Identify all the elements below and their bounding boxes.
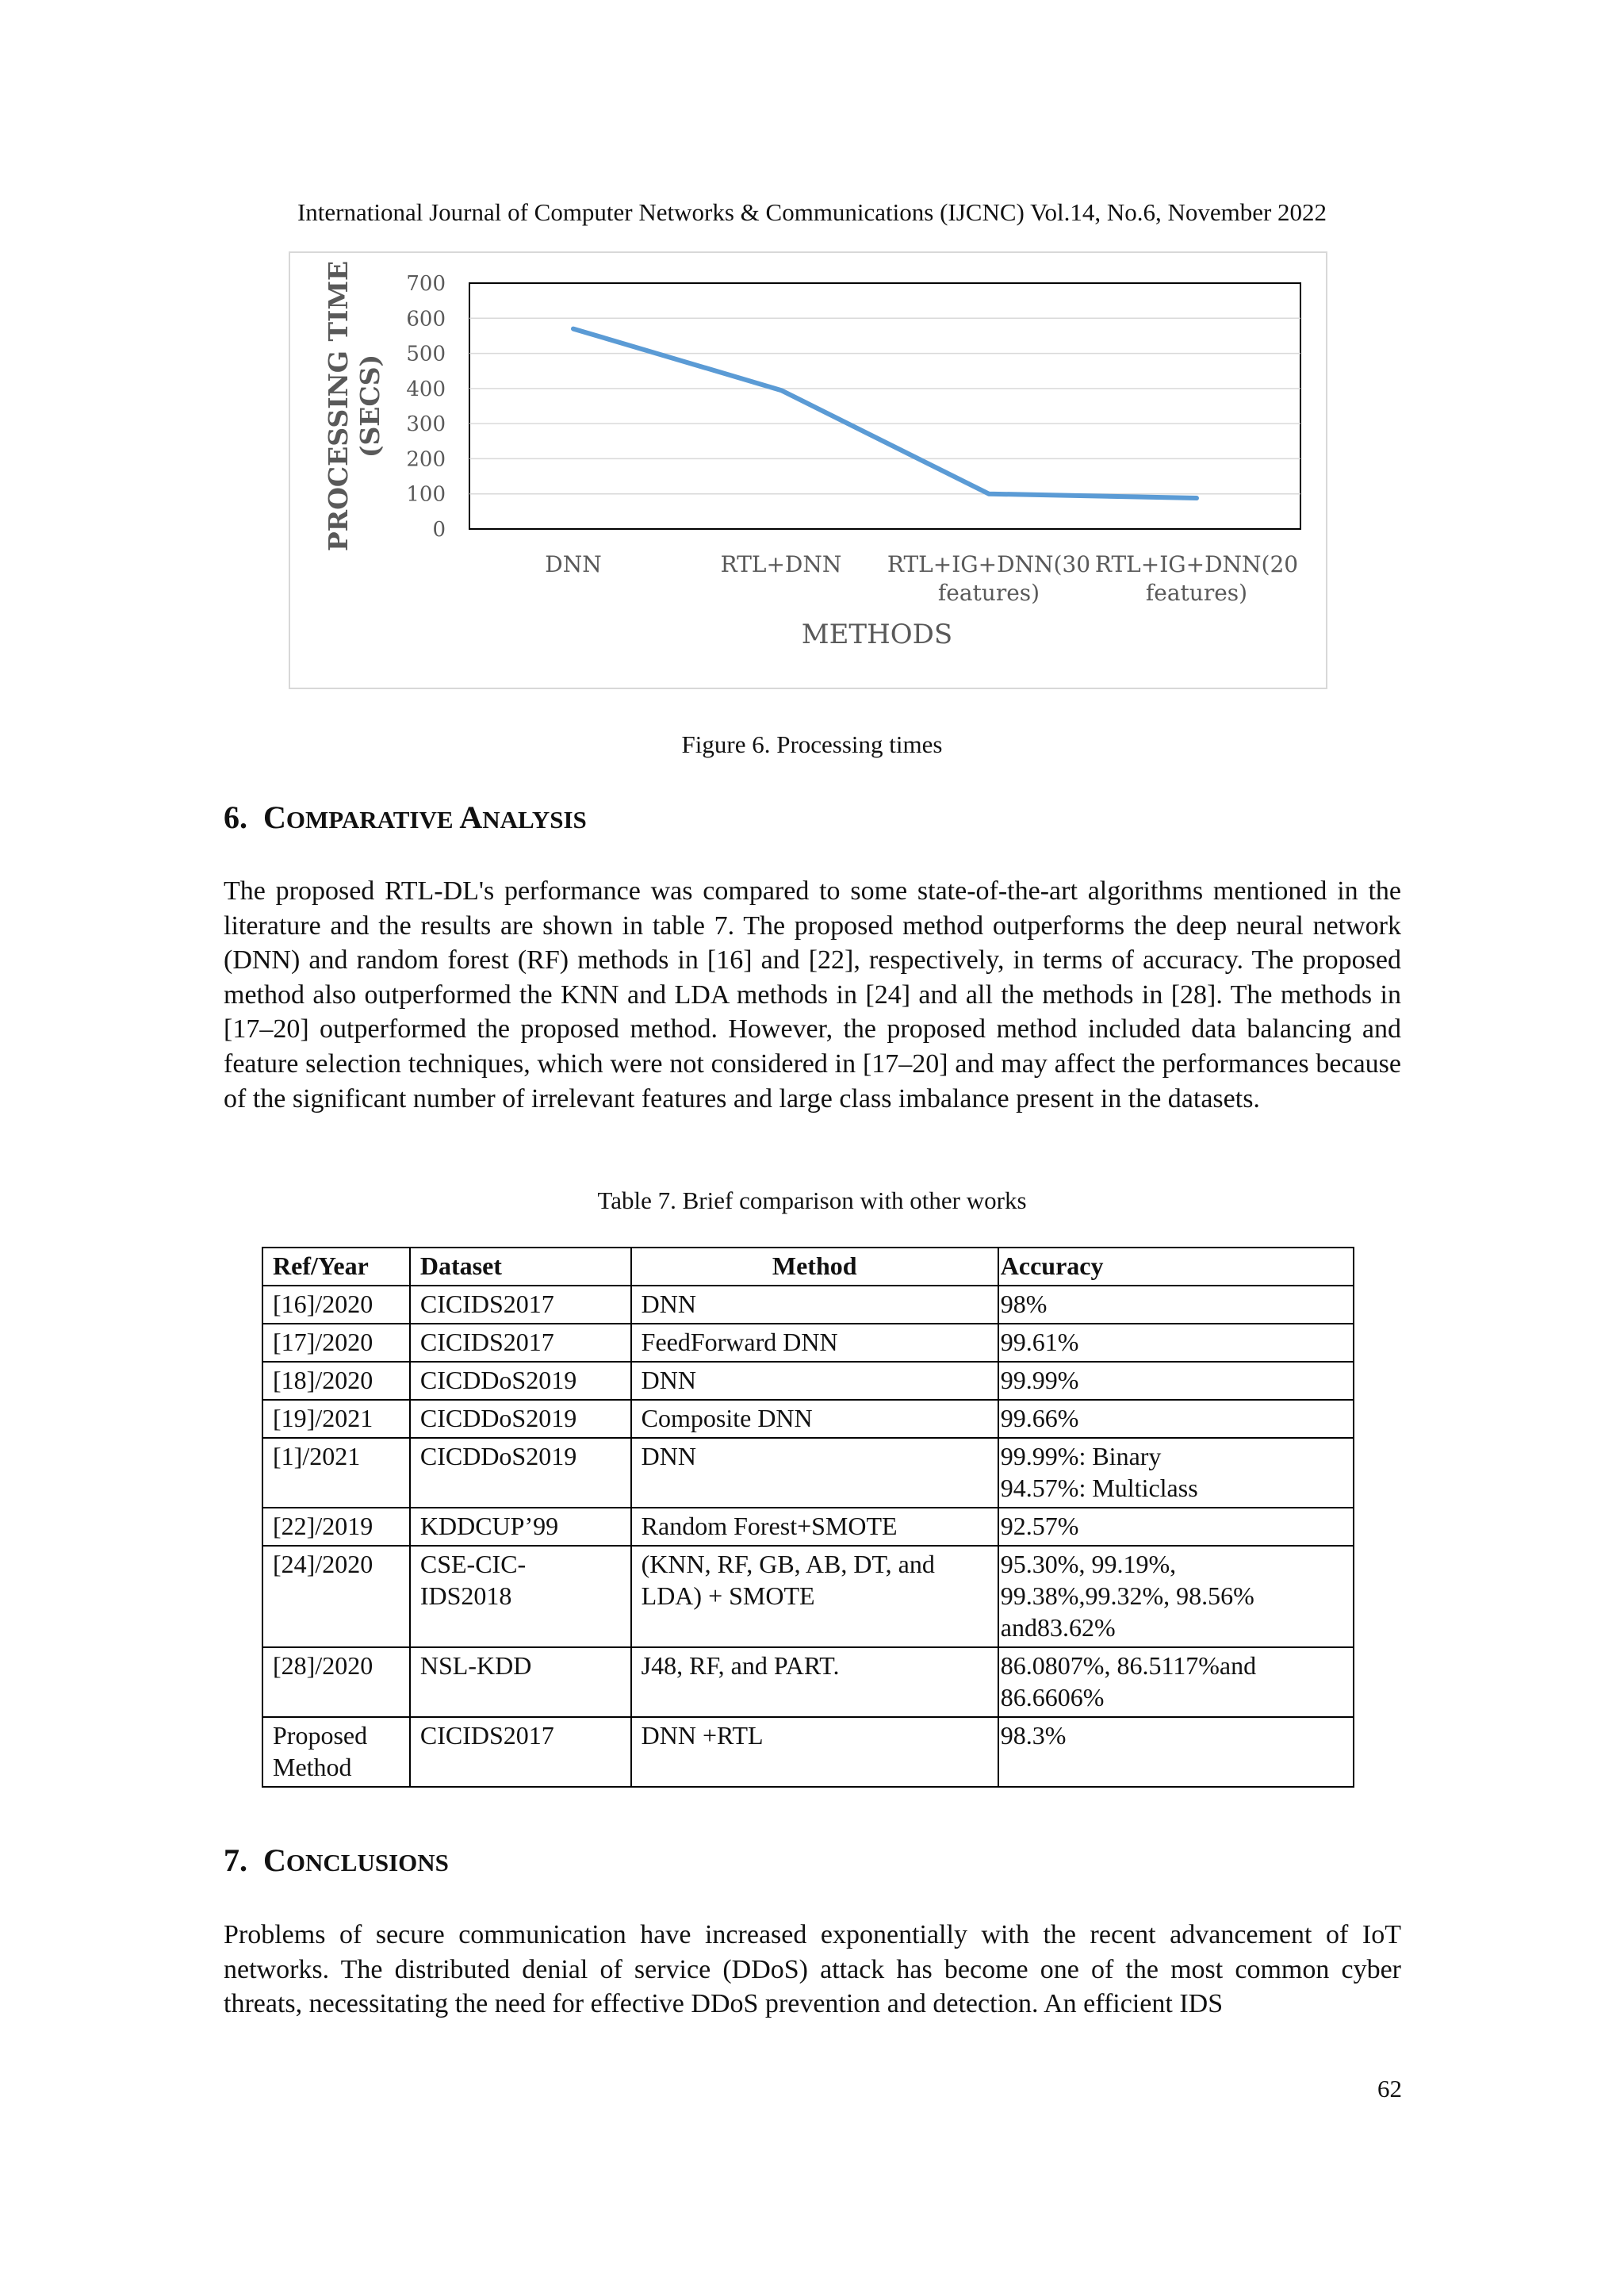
cell-accuracy: 98.3% bbox=[998, 1717, 1354, 1787]
cell-method: DNN bbox=[631, 1362, 998, 1400]
cell-ref-year: [22]/2019 bbox=[262, 1508, 410, 1546]
cell-method: Random Forest+SMOTE bbox=[631, 1508, 998, 1546]
table-header-row bbox=[262, 1248, 1354, 1286]
data-point bbox=[779, 389, 783, 392]
table-body bbox=[262, 1286, 1354, 1787]
cell-ref-year: [28]/2020 bbox=[262, 1647, 410, 1717]
cell-ref-year: [1]/2021 bbox=[262, 1438, 410, 1508]
cell-dataset: CICDDoS2019 bbox=[410, 1438, 631, 1508]
x-axis-title: METHODS bbox=[801, 619, 953, 650]
title-fragment: ONCLUSIONS bbox=[285, 1849, 449, 1876]
table-row bbox=[262, 1546, 1354, 1647]
cell-dataset: CICDDoS2019 bbox=[410, 1362, 631, 1400]
x-tick-label: RTL+DNN bbox=[720, 551, 842, 577]
table-row bbox=[262, 1362, 1354, 1400]
header-ref-year: Ref/Year bbox=[262, 1248, 410, 1286]
cell-ref-year: [19]/2021 bbox=[262, 1400, 410, 1438]
cell-dataset: KDDCUP’99 bbox=[410, 1508, 631, 1546]
section-7-paragraph: Problems of secure communication have increased exponentially with the recent advancement of IoT networks. The distributed denial of service (DDoS) attack has become one of the most common cyber threats, necessitating the need for effective DDoS prevention and detection. An efficient IDS bbox=[224, 1920, 1401, 2019]
series-line bbox=[573, 329, 1197, 498]
running-header: International Journal of Computer Networks & Communications (IJCNC) Vol.14, No.6, November 2022 bbox=[297, 198, 1327, 226]
title-fragment: NALYSIS bbox=[482, 806, 587, 834]
cell-method: DNN bbox=[631, 1286, 998, 1324]
y-tick-label: 200 bbox=[406, 447, 446, 472]
cell-accuracy: 92.57% bbox=[998, 1508, 1354, 1546]
table-row bbox=[262, 1400, 1354, 1438]
header-accuracy: Accuracy bbox=[998, 1248, 1354, 1286]
y-axis-title: (SECS) bbox=[354, 354, 385, 458]
x-tick-label: features) bbox=[937, 580, 1040, 606]
data-point bbox=[987, 493, 990, 496]
cell-method: Composite DNN bbox=[631, 1400, 998, 1438]
header-dataset: Dataset bbox=[410, 1248, 631, 1286]
section-6-heading bbox=[224, 798, 587, 840]
y-tick-label: 500 bbox=[406, 342, 446, 366]
y-tick-label: 400 bbox=[406, 377, 446, 401]
table-row bbox=[262, 1286, 1354, 1324]
cell-accuracy: 99.66% bbox=[998, 1400, 1354, 1438]
page-number: 62 bbox=[1377, 2075, 1402, 2102]
x-tick-label: DNN bbox=[545, 551, 602, 577]
cell-dataset: CSE-CIC- IDS2018 bbox=[410, 1546, 631, 1647]
cell-accuracy: 98% bbox=[998, 1286, 1354, 1324]
section-number: 7. bbox=[224, 1842, 247, 1878]
cell-ref-year: [16]/2020 bbox=[262, 1286, 410, 1324]
x-tick-label: features) bbox=[1145, 580, 1248, 606]
table-row bbox=[262, 1647, 1354, 1717]
cell-dataset: CICIDS2017 bbox=[410, 1324, 631, 1362]
table-row bbox=[262, 1717, 1354, 1787]
cell-method: J48, RF, and PART. bbox=[631, 1647, 998, 1717]
cell-ref-year: [24]/2020 bbox=[262, 1546, 410, 1647]
cell-method: (KNN, RF, GB, AB, DT, and LDA) + SMOTE bbox=[631, 1546, 998, 1647]
y-tick-label: 0 bbox=[432, 518, 446, 542]
table-row bbox=[262, 1324, 1354, 1362]
cell-accuracy: 86.0807%, 86.5117%and 86.6606% bbox=[998, 1647, 1354, 1717]
cell-dataset: CICDDoS2019 bbox=[410, 1400, 631, 1438]
cell-ref-year: [17]/2020 bbox=[262, 1324, 410, 1362]
cell-accuracy: 99.99%: Binary 94.57%: Multiclass bbox=[998, 1438, 1354, 1508]
title-fragment: C bbox=[263, 1842, 286, 1878]
figure-chart bbox=[289, 251, 1327, 689]
cell-dataset: CICIDS2017 bbox=[410, 1286, 631, 1324]
section-7-heading bbox=[224, 1841, 449, 1883]
x-tick-label: RTL+IG+DNN(30 bbox=[887, 551, 1091, 577]
table-row bbox=[262, 1438, 1354, 1508]
y-axis-title: PROCESSING TIME bbox=[323, 260, 354, 552]
y-tick-label: 100 bbox=[406, 482, 446, 507]
line-chart bbox=[290, 253, 1329, 691]
cell-method: FeedForward DNN bbox=[631, 1324, 998, 1362]
section-number: 6. bbox=[224, 799, 247, 835]
cell-accuracy: 95.30%, 99.19%, 99.38%,99.32%, 98.56% and83.62% bbox=[998, 1546, 1354, 1647]
section-title bbox=[263, 1842, 449, 1878]
y-tick-label: 600 bbox=[406, 307, 446, 332]
cell-ref-year: Proposed Method bbox=[262, 1717, 410, 1787]
title-fragment: OMPARATIVE bbox=[285, 806, 460, 834]
table-caption: Table 7. Brief comparison with other works bbox=[597, 1186, 1027, 1214]
y-tick-label: 300 bbox=[406, 412, 446, 437]
data-point bbox=[1195, 496, 1198, 500]
cell-accuracy: 99.61% bbox=[998, 1324, 1354, 1362]
title-fragment: A bbox=[459, 799, 483, 835]
cell-dataset: NSL-KDD bbox=[410, 1647, 631, 1717]
section-title bbox=[263, 799, 587, 835]
comparison-table bbox=[262, 1247, 1354, 1788]
cell-ref-year: [18]/2020 bbox=[262, 1362, 410, 1400]
data-point bbox=[572, 328, 575, 331]
cell-method: DNN bbox=[631, 1438, 998, 1508]
y-tick-label: 700 bbox=[406, 272, 446, 296]
x-tick-label: RTL+IG+DNN(20 bbox=[1094, 551, 1299, 577]
figure-caption: Figure 6. Processing times bbox=[681, 730, 943, 758]
cell-method: DNN +RTL bbox=[631, 1717, 998, 1787]
section-6-paragraph: The proposed RTL-DL's performance was compared to some state-of-the-art algorithms mentioned in the literature and the results are shown in table 7. The proposed method outperforms the deep neural network (DNN) and random forest (RF) methods in [16] and [22], respectively, in terms of accuracy. The proposed method also outperformed the KNN and LDA methods in [24] and all the methods in [28]. The methods in [17–20] outperformed the proposed method. However, the proposed method included data balancing and feature selection techniques, which were not considered in [17–20] and may affect the performances because of the significant number of irrelevant features and large class imbalance present in the datasets. bbox=[224, 876, 1401, 1114]
cell-accuracy: 99.99% bbox=[998, 1362, 1354, 1400]
cell-dataset: CICIDS2017 bbox=[410, 1717, 631, 1787]
title-fragment: C bbox=[263, 799, 286, 835]
plot-area-border bbox=[469, 283, 1300, 529]
table-row bbox=[262, 1508, 1354, 1546]
header-method: Method bbox=[631, 1248, 998, 1286]
